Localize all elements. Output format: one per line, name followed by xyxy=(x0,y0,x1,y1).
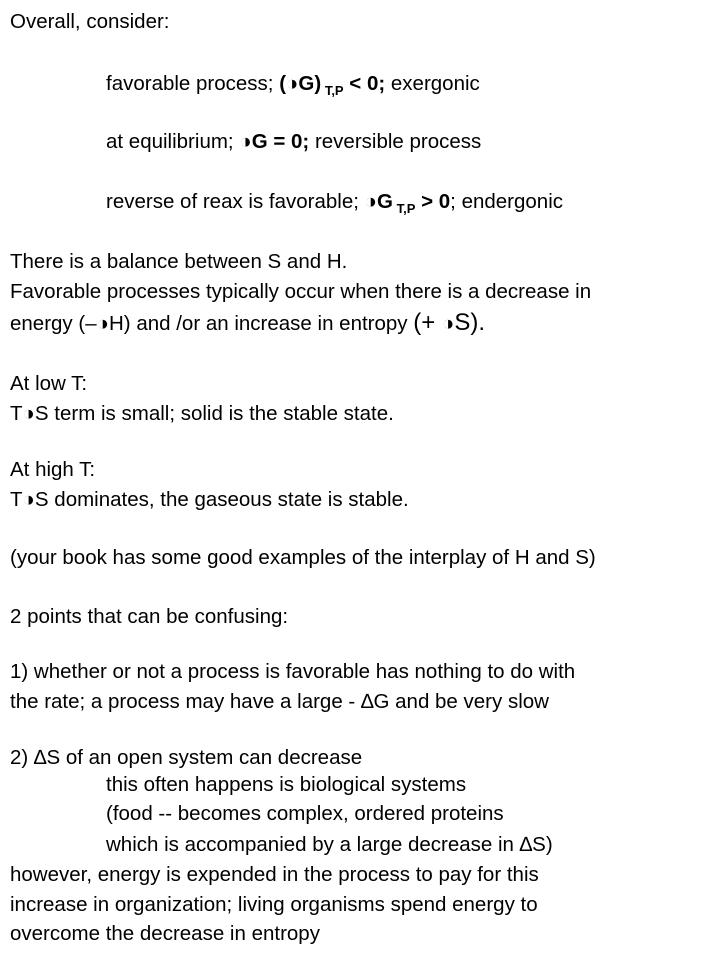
line-favorable-occur: Favorable processes typically occur when there is a decrease in xyxy=(10,280,592,303)
line-overcome: overcome the decrease in entropy xyxy=(10,922,320,945)
line-biological: this often happens is biological systems xyxy=(106,773,467,796)
line-organization: increase in organization; living organisms spend energy to xyxy=(10,893,538,916)
line-at-equilibrium: at equilibrium; ◑G = 0; reversible process xyxy=(106,130,482,153)
line-high-t-detail: T◑S dominates, the gaseous state is stable. xyxy=(10,488,409,511)
delta-symbol: ◑ xyxy=(96,312,109,335)
line-energy-entropy: energy (–◑H) and /or an increase in entropy (+ ◑S). xyxy=(10,309,486,336)
delta-symbol: ◑ xyxy=(239,130,252,153)
line-overall-consider: Overall, consider: xyxy=(10,10,170,33)
line-accompanied: which is accompanied by a large decrease in ∆S) xyxy=(106,833,553,856)
line-reverse-favorable: reverse of reax is favorable; ◑G $_{T,P}$ > 0; endergonic xyxy=(106,190,564,216)
line-balance: There is a balance between S and H. xyxy=(10,250,348,273)
line-book-examples: (your book has some good examples of the interplay of H and S) xyxy=(10,546,596,569)
line-at-low-t: At low T: xyxy=(10,372,88,395)
line-point-one-a: 1) whether or not a process is favorable has nothing to do with xyxy=(10,660,576,683)
line-two-points: 2 points that can be confusing: xyxy=(10,605,289,628)
line-point-one-b: the rate; a process may have a large - ∆G and be very slow xyxy=(10,690,549,713)
delta-symbol: ◑ xyxy=(441,312,455,335)
delta-symbol: ◑ xyxy=(22,488,35,511)
line-favorable-process: favorable process; (◑G) $_{T,P}$ < 0; exergonic xyxy=(106,72,480,98)
line-at-high-t: At high T: xyxy=(10,458,96,481)
line-food: (food -- becomes complex, ordered proteins xyxy=(106,802,504,825)
line-point-two: 2) ∆S of an open system can decrease xyxy=(10,746,363,769)
delta-symbol: ◑ xyxy=(364,190,378,213)
line-low-t-detail: T◑S term is small; solid is the stable state. xyxy=(10,402,394,425)
delta-symbol: ◑ xyxy=(286,72,299,95)
delta-symbol: ◑ xyxy=(22,402,35,425)
line-however: however, energy is expended in the process to pay for this xyxy=(10,863,539,886)
